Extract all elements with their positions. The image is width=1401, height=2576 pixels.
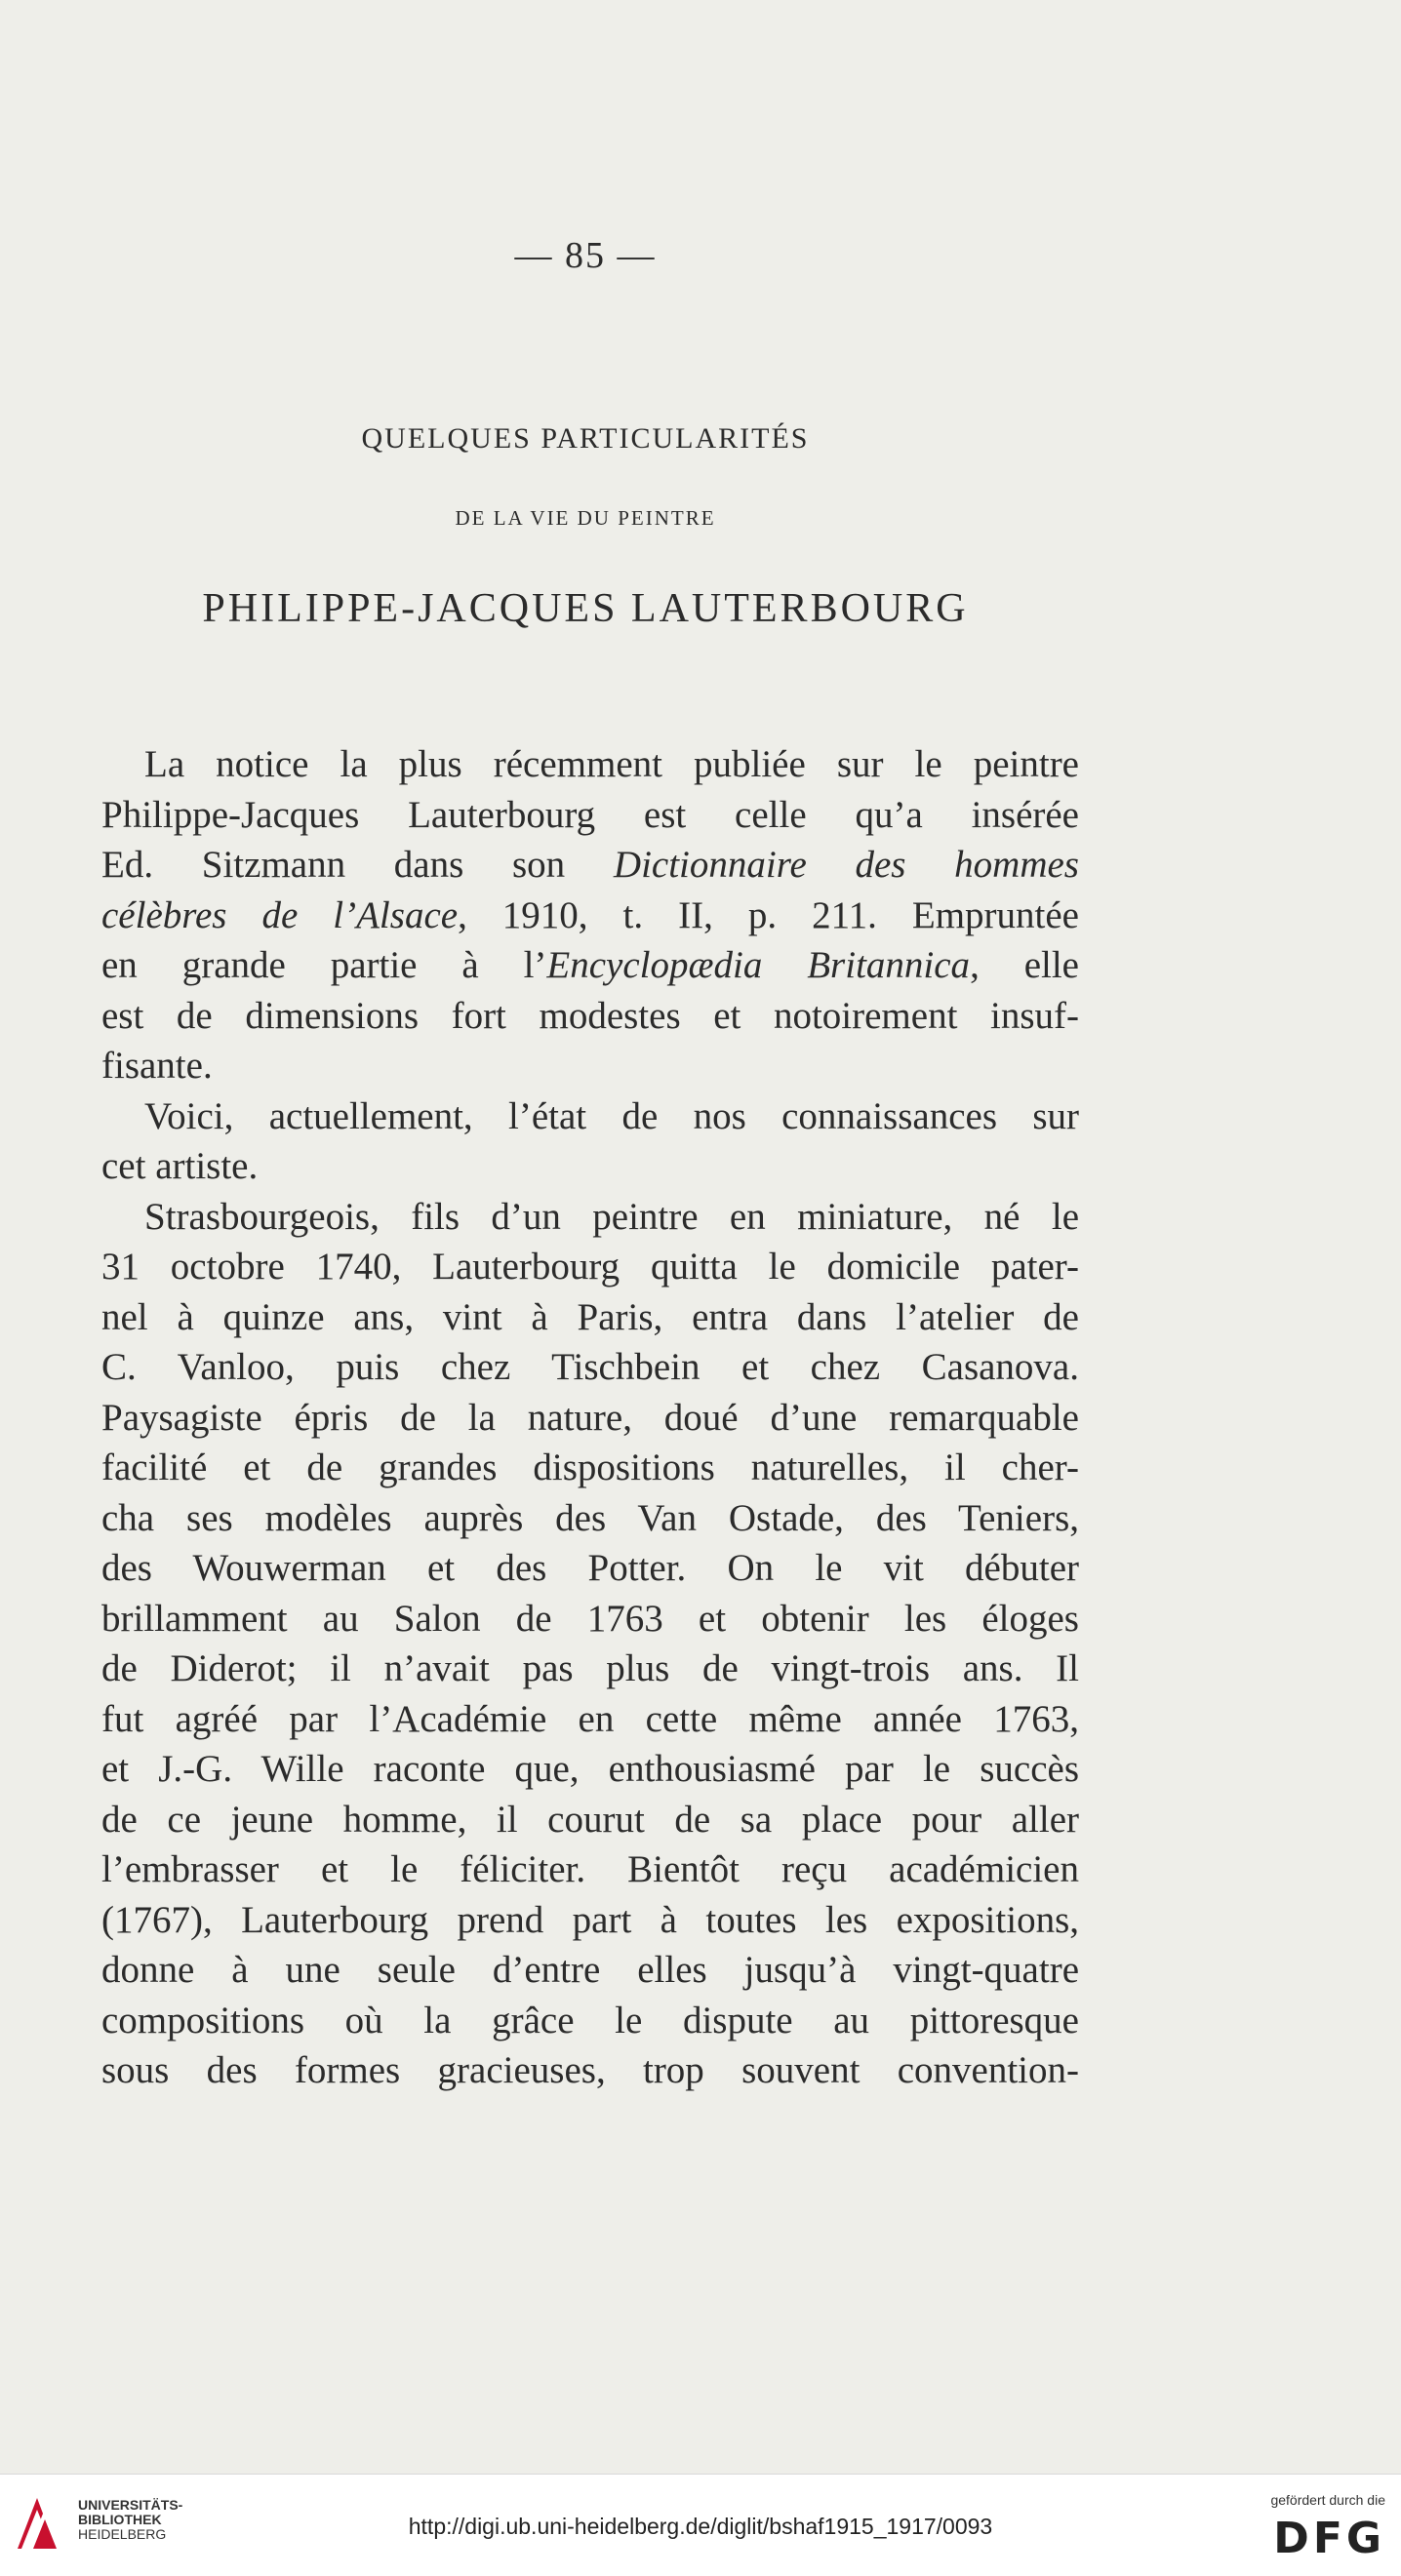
text-line: Paysagiste épris de la nature, doué d’une remarquable — [101, 1396, 1079, 1439]
text-line: donne à une seule d’entre elles jusqu’à vingt-quatre — [101, 1949, 1079, 1991]
text-line: est de dimensions fort modestes et notoirement insuf- — [101, 994, 1079, 1037]
heading-main: PHILIPPE-JACQUES LAUTERBOURG — [202, 586, 969, 631]
text-line: compositions où la grâce le dispute au pittoresque — [101, 1999, 1079, 2041]
text-line: nel à quinze ans, vint à Paris, entra dans l’atelier de — [101, 1295, 1079, 1338]
footer-url-link[interactable]: http://digi.ub.uni-heidelberg.de/diglit/bshaf1915_1917/0093 — [408, 2514, 993, 2539]
text-line: des Wouwerman et des Potter. On le vit débuter — [101, 1547, 1079, 1589]
text-line: brillamment au Salon de 1763 et obtenir les éloges — [101, 1597, 1079, 1640]
footer-bar — [0, 2474, 1401, 2576]
text-line: fisante. — [101, 1045, 213, 1087]
text-line: cha ses modèles auprès des Van Ostade, des Teniers, — [101, 1496, 1079, 1539]
text-line: en grande partie à l’Encyclopædia Britannica, elle — [101, 944, 1079, 986]
text-line: et J.-G. Wille raconte que, enthousiasmé par le succès — [101, 1748, 1079, 1790]
library-name: UNIVERSITÄTS- BIBLIOTHEK HEIDELBERG — [78, 2497, 183, 2542]
page-number: — 85 — — [514, 235, 657, 276]
text-line: (1767), Lauterbourg prend part à toutes les expositions, — [101, 1898, 1079, 1941]
text-line: célèbres de l’Alsace, 1910, t. II, p. 211. Empruntée — [101, 893, 1079, 936]
heading-subtitle: DE LA VIE DU PEINTRE — [455, 506, 716, 530]
text-line: fut agréé par l’Académie en cette même année 1763, — [101, 1697, 1079, 1740]
text-line: facilité et de grandes dispositions naturelles, il cher- — [101, 1447, 1079, 1488]
text-line: cet artiste. — [101, 1145, 259, 1187]
text-line: de Diderot; il n’avait pas plus de vingt-trois ans. Il — [101, 1647, 1079, 1689]
text-line: de ce jeune homme, il courut de sa place pour aller — [101, 1798, 1079, 1841]
text-line: l’embrasser et le féliciter. Bientôt reçu académicien — [101, 1848, 1079, 1890]
funded-by-label: gefördert durch die — [1270, 2492, 1385, 2508]
text-line: La notice la plus récemment publiée sur le peintre — [144, 743, 1079, 785]
text-line: C. Vanloo, puis chez Tischbein et chez Casanova. — [101, 1346, 1079, 1388]
heading-small: QUELQUES PARTICULARITÉS — [361, 422, 810, 455]
dfg-logo: DFG — [1273, 2514, 1385, 2563]
text-line: Voici, actuellement, l’état de nos connaissances sur — [144, 1094, 1079, 1137]
text-line: sous des formes gracieuses, trop souvent convention- — [101, 2049, 1079, 2091]
text-line: Strasbourgeois, fils d’un peintre en miniature, né le — [144, 1195, 1079, 1238]
text-line: Philippe-Jacques Lauterbourg est celle qu’a insérée — [101, 793, 1079, 836]
text-line: Ed. Sitzmann dans son Dictionnaire des hommes — [101, 844, 1079, 886]
body-text — [101, 739, 1079, 2096]
text-line: 31 octobre 1740, Lauterbourg quitta le domicile pater- — [101, 1246, 1079, 1288]
